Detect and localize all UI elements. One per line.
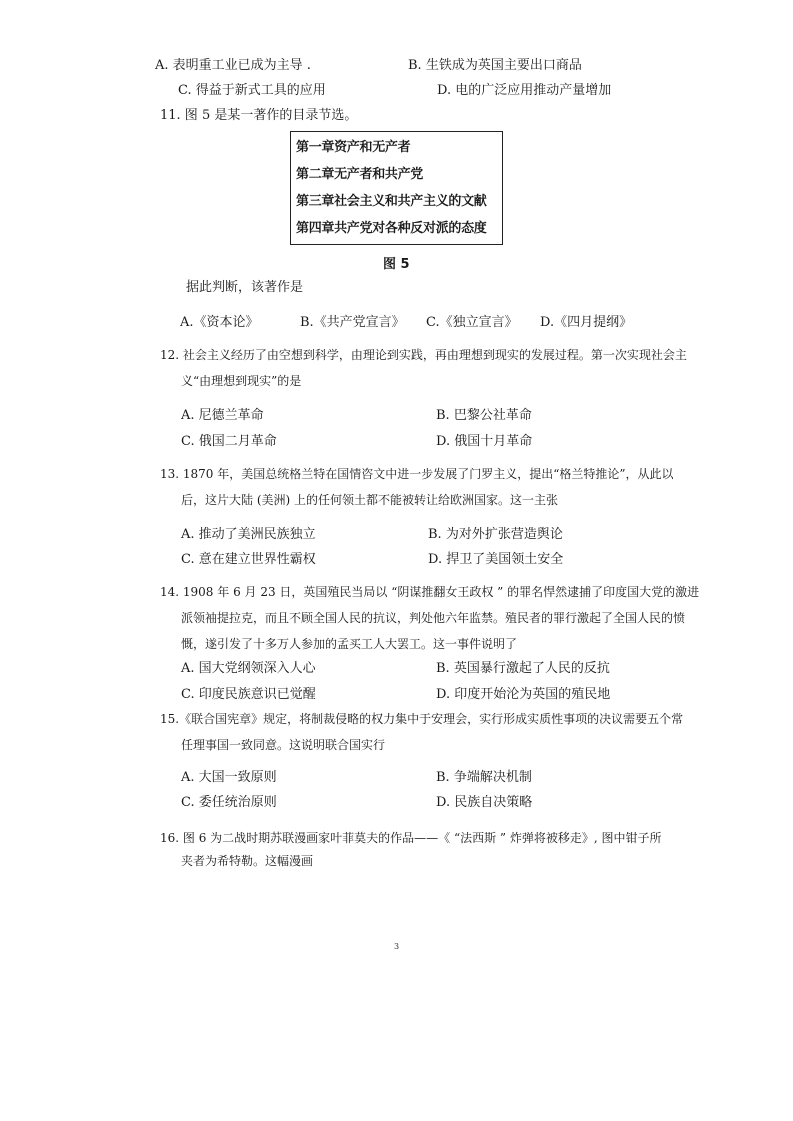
q11-option-b: B.《共产党宣言》	[300, 315, 405, 330]
q13-stem-line-1: 13. 1870 年，美国总统格兰特在国情咨文中进一步发展了门罗主义，提出“格兰特推论”，从此以	[160, 467, 674, 481]
q16-stem-line-1: 16. 图 6 为二战时期苏联漫画家叶菲莫夫的作品——《 “法西斯 ” 炸弹将被移走》, 图中钳子所	[160, 831, 662, 845]
table-of-contents-figure	[290, 131, 503, 245]
q10-option-a: A. 表明重工业已成为主导 .	[155, 58, 311, 73]
toc-chapter-2: 第二章无产者和共产党	[296, 167, 424, 182]
q13-stem-line-2: 后，这片大陆 (美洲) 上的任何领土都不能被转让给欧洲国家。这一主张	[181, 493, 558, 507]
q10-option-c: C. 得益于新式工具的应用	[178, 83, 326, 98]
q14-stem-line-3: 慨，遂引发了十多万人参加的孟买工人大罢工。这一事件说明了	[181, 637, 518, 651]
q14-option-d: D. 印度开始沦为英国的殖民地	[436, 687, 611, 702]
q14-option-b: B. 英国暴行激起了人民的反抗	[436, 661, 610, 676]
q14-option-c: C. 印度民族意识已觉醒	[181, 687, 316, 702]
page-number: 3	[394, 942, 400, 951]
q15-stem-line-2: 任理事国一致同意。这说明联合国实行	[181, 738, 386, 752]
q13-option-c: C. 意在建立世界性霸权	[181, 552, 316, 567]
toc-chapter-4: 第四章共产党对各种反对派的态度	[296, 221, 487, 236]
toc-chapter-3: 第三章社会主义和共产主义的文献	[296, 194, 487, 209]
q12-option-b: B. 巴黎公社革命	[436, 408, 532, 423]
q15-option-a: A. 大国一致原则	[181, 770, 277, 785]
q15-option-d: D. 民族自决策略	[436, 795, 533, 810]
q11-option-d: D.《四月提纲》	[540, 315, 633, 330]
q12-stem-line-2: 义“由理想到现实”的是	[181, 374, 302, 388]
q11-option-a: A.《资本论》	[180, 315, 259, 330]
q10-option-b: B. 生铁成为英国主要出口商品	[408, 58, 582, 73]
toc-chapter-1: 第一章资产和无产者	[296, 140, 411, 155]
q13-option-b: B. 为对外扩张营造舆论	[428, 527, 563, 542]
q11-option-c: C.《独立宣言》	[426, 315, 518, 330]
q15-option-c: C. 委任统治原则	[181, 795, 277, 810]
q12-option-d: D. 俄国十月革命	[436, 434, 533, 449]
q14-option-a: A. 国大党纲领深入人心	[181, 661, 316, 676]
q12-stem-line-1: 12. 社会主义经历了由空想到科学，由理论到实践，再由理想到现实的发展过程。第一次实现社会主	[160, 348, 687, 362]
q14-stem-line-1: 14. 1908 年 6 月 23 日，英国殖民当局以 “阴谋推翻女王政权 ” 的罪名悍然逮捕了印度国大党的激进	[160, 585, 700, 599]
q14-stem-line-2: 派领袖提拉克，而且不顾全国人民的抗议，判处他六年监禁。殖民者的罪行激起了全国人民的愤	[181, 611, 686, 625]
q10-option-d: D. 电的广泛应用推动产量增加	[437, 83, 612, 98]
q13-option-a: A. 推动了美洲民族独立	[181, 527, 316, 542]
q12-option-a: A. 尼德兰革命	[181, 408, 264, 423]
q11-stem: 11. 图 5 是某一著作的目录节选。	[160, 108, 358, 123]
q11-question: 据此判断，该著作是	[186, 280, 304, 295]
q15-option-b: B. 争端解决机制	[436, 770, 532, 785]
q15-stem-line-1: 15.《联合国宪章》规定，将制裁侵略的权力集中于安理会，实行形成实质性事项的决议需要五个常	[160, 712, 684, 726]
q16-stem-line-2: 夹者为希特勒。这幅漫画	[181, 854, 314, 868]
figure-5-caption: 图 5	[383, 257, 410, 272]
q12-option-c: C. 俄国二月革命	[181, 434, 277, 449]
q13-option-d: D. 捍卫了美国领土安全	[428, 552, 564, 567]
